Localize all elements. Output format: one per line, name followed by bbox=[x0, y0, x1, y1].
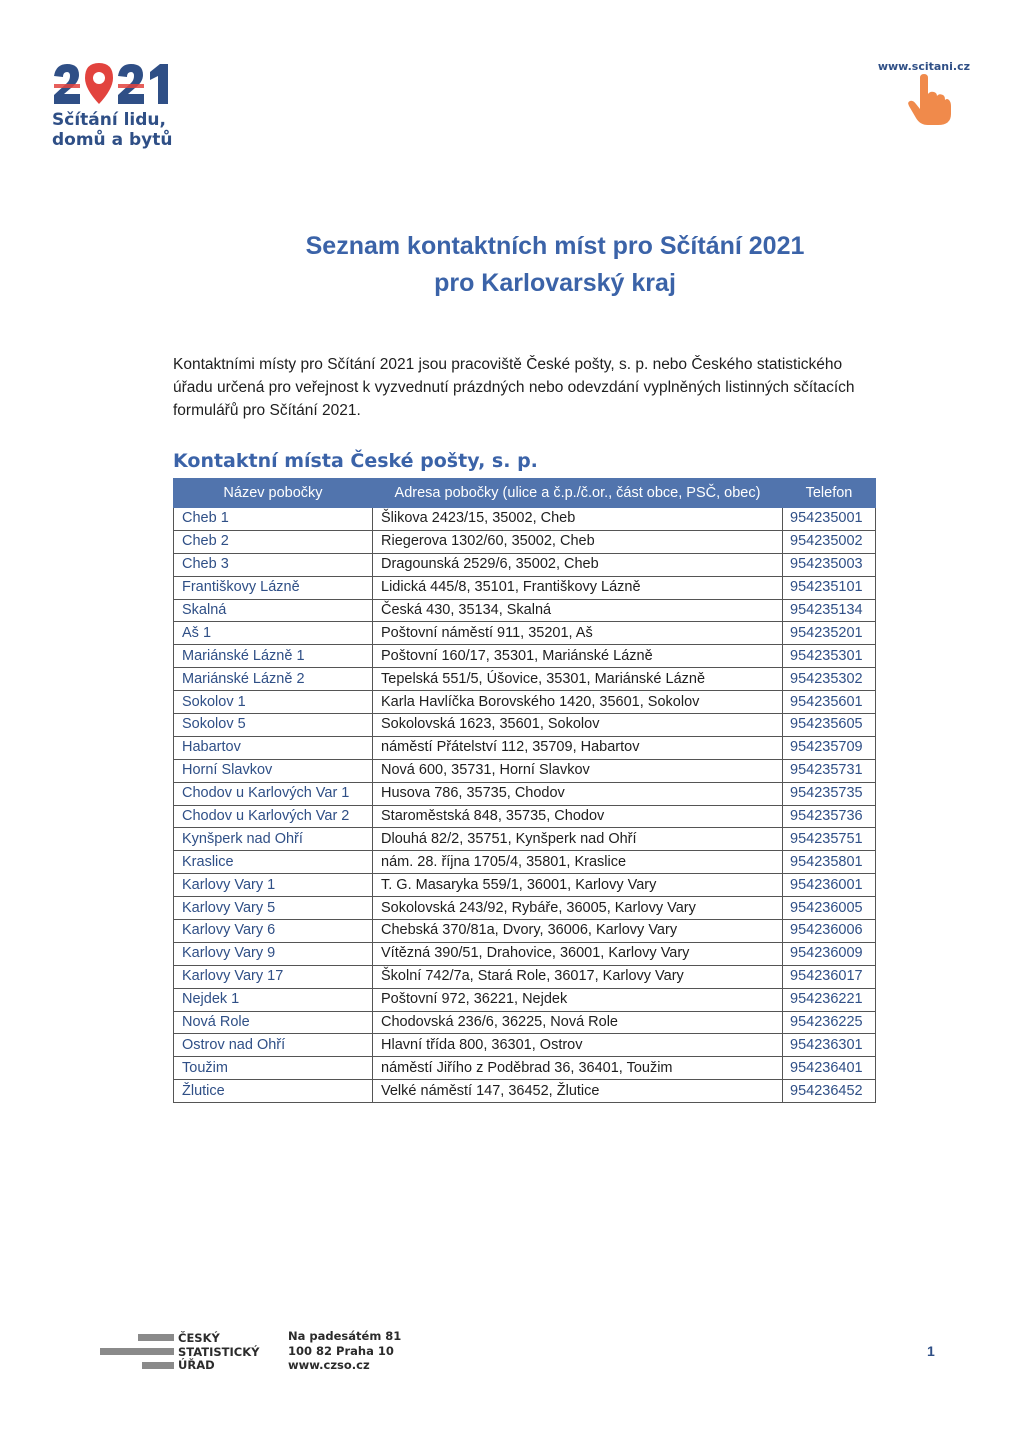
branch-name-cell: Karlovy Vary 5 bbox=[174, 897, 373, 920]
table-row bbox=[174, 714, 876, 737]
page-title bbox=[240, 228, 870, 302]
branch-address-cell: Česká 430, 35134, Skalná bbox=[373, 599, 783, 622]
branch-name-cell: Chodov u Karlových Var 1 bbox=[174, 782, 373, 805]
phone-cell: 954236001 bbox=[783, 874, 876, 897]
table-row bbox=[174, 782, 876, 805]
branch-address-cell: Tepelská 551/5, Úšovice, 35301, Mariánské Lázně bbox=[373, 668, 783, 691]
branch-name-cell: Ostrov nad Ohří bbox=[174, 1034, 373, 1057]
branch-name-cell: Aš 1 bbox=[174, 622, 373, 645]
table-row bbox=[174, 988, 876, 1011]
phone-cell: 954236005 bbox=[783, 897, 876, 920]
branch-name-cell: Žlutice bbox=[174, 1080, 373, 1103]
branch-address-cell: Lidická 445/8, 35101, Františkovy Lázně bbox=[373, 576, 783, 599]
table-row bbox=[174, 622, 876, 645]
branch-address-cell: Školní 742/7a, Stará Role, 36017, Karlovy Vary bbox=[373, 965, 783, 988]
pointing-hand-icon bbox=[906, 74, 952, 131]
branch-address-cell: nám. 28. října 1705/4, 35801, Kraslice bbox=[373, 851, 783, 874]
phone-cell: 954235201 bbox=[783, 622, 876, 645]
table-row bbox=[174, 920, 876, 943]
table-row bbox=[174, 668, 876, 691]
phone-cell: 954235736 bbox=[783, 805, 876, 828]
table-row bbox=[174, 576, 876, 599]
branch-address-cell: Chebská 370/81a, Dvory, 36006, Karlovy Vary bbox=[373, 920, 783, 943]
phone-cell: 954236221 bbox=[783, 988, 876, 1011]
header-branch-name: Název pobočky bbox=[174, 479, 373, 508]
phone-cell: 954235751 bbox=[783, 828, 876, 851]
branch-name-cell: Mariánské Lázně 2 bbox=[174, 668, 373, 691]
contact-points-table bbox=[173, 478, 876, 1103]
address-city: 100 82 Praha 10 bbox=[288, 1343, 394, 1358]
phone-cell: 954235302 bbox=[783, 668, 876, 691]
branch-address-cell: Riegerova 1302/60, 35002, Cheb bbox=[373, 530, 783, 553]
census-logo bbox=[52, 62, 192, 150]
table-row bbox=[174, 691, 876, 714]
phone-cell: 954236006 bbox=[783, 920, 876, 943]
office-line2: STATISTICKÝ bbox=[178, 1344, 260, 1359]
table-row bbox=[174, 1034, 876, 1057]
intro-paragraph: Kontaktními místy pro Sčítání 2021 jsou pracoviště České pošty, s. p. nebo Českého statistického úřadu určená pro veřejnost k vyzvednutí prázdných nebo odevzdání vyplněných listinných sčítacích formulářů pro Sčítání 2021. bbox=[173, 356, 855, 419]
branch-name-cell: Cheb 2 bbox=[174, 530, 373, 553]
branch-name-cell: Sokolov 5 bbox=[174, 714, 373, 737]
branch-address-cell: Chodovská 236/6, 36225, Nová Role bbox=[373, 1011, 783, 1034]
table-row bbox=[174, 553, 876, 576]
branch-address-cell: náměstí Jiřího z Poděbrad 36, 36401, Toužim bbox=[373, 1057, 783, 1080]
branch-name-cell: Skalná bbox=[174, 599, 373, 622]
logo-line2: domů a bytů bbox=[52, 130, 173, 150]
table-row bbox=[174, 942, 876, 965]
phone-cell: 954236452 bbox=[783, 1080, 876, 1103]
branch-name-cell: Cheb 1 bbox=[174, 508, 373, 531]
table-header-row bbox=[174, 479, 876, 508]
table-row bbox=[174, 736, 876, 759]
branch-address-cell: Poštovní náměstí 911, 35201, Aš bbox=[373, 622, 783, 645]
branch-address-cell: Staroměstská 848, 35735, Chodov bbox=[373, 805, 783, 828]
branch-name-cell: Horní Slavkov bbox=[174, 759, 373, 782]
table-row bbox=[174, 530, 876, 553]
phone-cell: 954235709 bbox=[783, 736, 876, 759]
branch-address-cell: Hlavní třída 800, 36301, Ostrov bbox=[373, 1034, 783, 1057]
phone-cell: 954236009 bbox=[783, 942, 876, 965]
phone-cell: 954235601 bbox=[783, 691, 876, 714]
phone-cell: 954235002 bbox=[783, 530, 876, 553]
title-line1: Seznam kontaktních míst pro Sčítání 2021 bbox=[305, 232, 805, 260]
phone-cell: 954235134 bbox=[783, 599, 876, 622]
branch-name-cell: Karlovy Vary 6 bbox=[174, 920, 373, 943]
office-address bbox=[288, 1329, 401, 1373]
address-website[interactable]: www.czso.cz bbox=[288, 1358, 370, 1372]
table-row bbox=[174, 965, 876, 988]
branch-name-cell: Sokolov 1 bbox=[174, 691, 373, 714]
page-number: 1 bbox=[927, 1343, 935, 1359]
phone-cell: 954235101 bbox=[783, 576, 876, 599]
branch-name-cell: Nejdek 1 bbox=[174, 988, 373, 1011]
branch-address-cell: Vítězná 390/51, Drahovice, 36001, Karlovy Vary bbox=[373, 942, 783, 965]
table-row bbox=[174, 1057, 876, 1080]
section-title: Kontaktní místa České pošty, s. p. bbox=[173, 450, 538, 472]
website-link[interactable]: www.scitani.cz bbox=[877, 60, 970, 73]
branch-address-cell: Šlikova 2423/15, 35002, Cheb bbox=[373, 508, 783, 531]
branch-address-cell: Nová 600, 35731, Horní Slavkov bbox=[373, 759, 783, 782]
table-row bbox=[174, 805, 876, 828]
branch-name-cell: Toužim bbox=[174, 1057, 373, 1080]
branch-name-cell: Cheb 3 bbox=[174, 553, 373, 576]
table-row bbox=[174, 1080, 876, 1103]
branch-address-cell: Dlouhá 82/2, 35751, Kynšperk nad Ohří bbox=[373, 828, 783, 851]
branch-address-cell: Karla Havlíčka Borovského 1420, 35601, Sokolov bbox=[373, 691, 783, 714]
branch-name-cell: Františkovy Lázně bbox=[174, 576, 373, 599]
branch-address-cell: Poštovní 972, 36221, Nejdek bbox=[373, 988, 783, 1011]
branch-address-cell: Velké náměstí 147, 36452, Žlutice bbox=[373, 1080, 783, 1103]
branch-name-cell: Kynšperk nad Ohří bbox=[174, 828, 373, 851]
branch-address-cell: Sokolovská 243/92, Rybáře, 36005, Karlovy Vary bbox=[373, 897, 783, 920]
table-row bbox=[174, 851, 876, 874]
branch-address-cell: Husova 786, 35735, Chodov bbox=[373, 782, 783, 805]
table-row bbox=[174, 897, 876, 920]
branch-name-cell: Kraslice bbox=[174, 851, 373, 874]
phone-cell: 954235735 bbox=[783, 782, 876, 805]
phone-cell: 954235301 bbox=[783, 645, 876, 668]
title-line2: pro Karlovarský kraj bbox=[434, 269, 676, 297]
office-line3: ÚŘAD bbox=[178, 1358, 215, 1372]
table-row bbox=[174, 874, 876, 897]
phone-cell: 954235731 bbox=[783, 759, 876, 782]
czso-logo bbox=[100, 1330, 270, 1374]
branch-address-cell: Sokolovská 1623, 35601, Sokolov bbox=[373, 714, 783, 737]
logo-line1: Sčítání lidu, bbox=[52, 110, 166, 130]
phone-cell: 954236225 bbox=[783, 1011, 876, 1034]
phone-cell: 954236301 bbox=[783, 1034, 876, 1057]
branch-name-cell: Mariánské Lázně 1 bbox=[174, 645, 373, 668]
phone-cell: 954235605 bbox=[783, 714, 876, 737]
table-row bbox=[174, 599, 876, 622]
table-row bbox=[174, 1011, 876, 1034]
table-row bbox=[174, 645, 876, 668]
branch-address-cell: T. G. Masaryka 559/1, 36001, Karlovy Vary bbox=[373, 874, 783, 897]
phone-cell: 954235003 bbox=[783, 553, 876, 576]
branch-name-cell: Karlovy Vary 17 bbox=[174, 965, 373, 988]
branch-address-cell: náměstí Přátelství 112, 35709, Habartov bbox=[373, 736, 783, 759]
table-row bbox=[174, 828, 876, 851]
branch-name-cell: Habartov bbox=[174, 736, 373, 759]
phone-cell: 954236017 bbox=[783, 965, 876, 988]
branch-name-cell: Chodov u Karlových Var 2 bbox=[174, 805, 373, 828]
branch-address-cell: Dragounská 2529/6, 35002, Cheb bbox=[373, 553, 783, 576]
table-row bbox=[174, 508, 876, 531]
table-row bbox=[174, 759, 876, 782]
branch-name-cell: Karlovy Vary 9 bbox=[174, 942, 373, 965]
header-phone: Telefon bbox=[783, 479, 876, 508]
phone-cell: 954236401 bbox=[783, 1057, 876, 1080]
office-line1: ČESKÝ bbox=[178, 1331, 220, 1345]
address-street: Na padesátém 81 bbox=[288, 1329, 402, 1343]
branch-name-cell: Nová Role bbox=[174, 1011, 373, 1034]
branch-address-cell: Poštovní 160/17, 35301, Mariánské Lázně bbox=[373, 645, 783, 668]
branch-name-cell: Karlovy Vary 1 bbox=[174, 874, 373, 897]
header-branch-address: Adresa pobočky (ulice a č.p./č.or., část obce, PSČ, obec) bbox=[373, 479, 783, 508]
table-body bbox=[174, 508, 876, 1103]
phone-cell: 954235001 bbox=[783, 508, 876, 531]
logo-year-2021-graphic bbox=[52, 62, 192, 106]
phone-cell: 954235801 bbox=[783, 851, 876, 874]
